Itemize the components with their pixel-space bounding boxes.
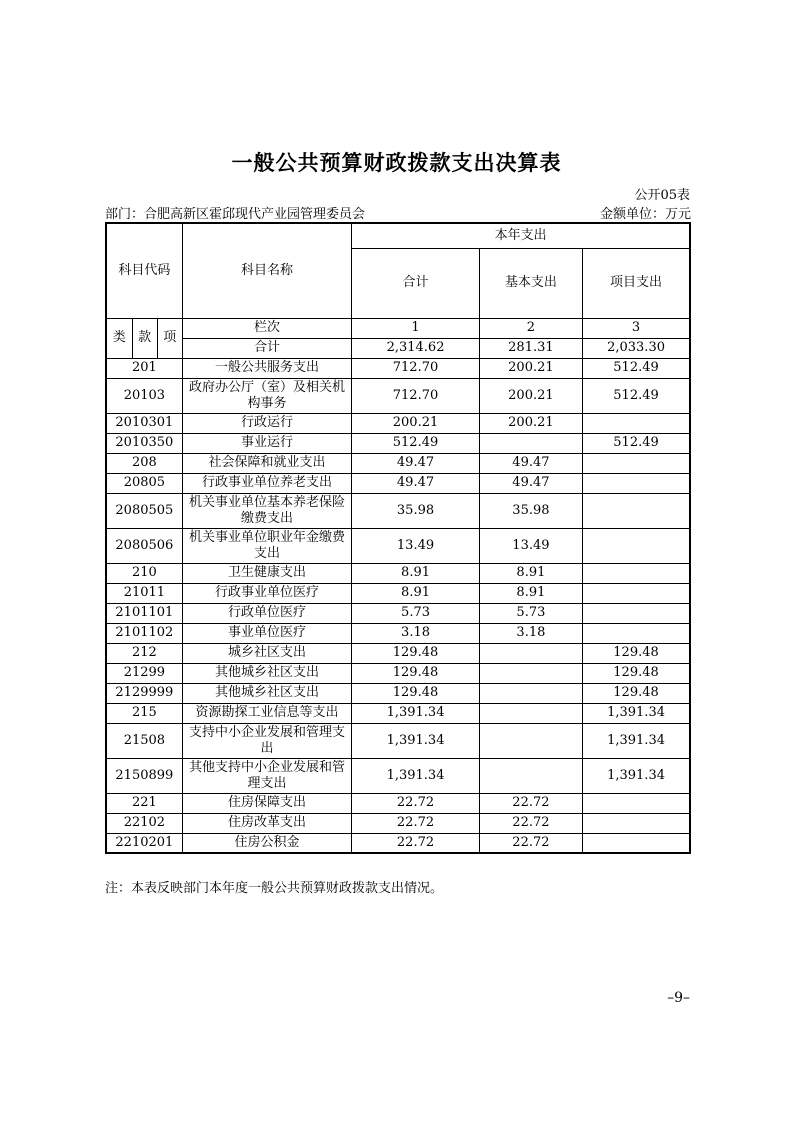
table-row (106, 643, 690, 663)
cell-basic-expenditure: 49.47 (479, 473, 582, 493)
cell-total: 5.73 (352, 603, 479, 623)
grand-total-basic: 281.31 (479, 338, 582, 358)
cell-project-expenditure: 1,391.34 (583, 723, 690, 758)
cell-total: 129.48 (352, 663, 479, 683)
cell-subject-name: 支持中小企业发展和管理支出 (182, 723, 352, 758)
cell-basic-expenditure: 13.49 (479, 528, 582, 563)
cell-total: 3.18 (352, 623, 479, 643)
cell-total: 49.47 (352, 453, 479, 473)
cell-project-expenditure (583, 623, 690, 643)
cell-basic-expenditure: 8.91 (479, 563, 582, 583)
cell-subject-name: 一般公共服务支出 (182, 358, 352, 378)
cell-total: 712.70 (352, 358, 479, 378)
cell-total: 8.91 (352, 583, 479, 603)
table-row (106, 493, 690, 528)
budget-table (105, 222, 691, 854)
department-label: 部门：合肥高新区霍邱现代产业园管理委员会 (105, 207, 366, 222)
cell-basic-expenditure: 3.18 (479, 623, 582, 643)
cell-subject-code: 20103 (106, 378, 182, 413)
header-basic-expenditure: 基本支出 (479, 248, 582, 318)
table-row (106, 793, 690, 813)
page-title: 一般公共预算财政拨款支出决算表 (231, 151, 562, 175)
cell-basic-expenditure (479, 683, 582, 703)
table-row (106, 723, 690, 758)
cell-basic-expenditure: 22.72 (479, 813, 582, 833)
cell-total: 200.21 (352, 413, 479, 433)
cell-project-expenditure: 1,391.34 (583, 703, 690, 723)
cell-basic-expenditure: 200.21 (479, 358, 582, 378)
header-row-1 (106, 223, 690, 248)
cell-basic-expenditure (479, 663, 582, 683)
cell-project-expenditure: 512.49 (583, 378, 690, 413)
grand-total-label: 合计 (182, 338, 352, 358)
cell-total: 129.48 (352, 643, 479, 663)
cell-total: 22.72 (352, 833, 479, 853)
cell-subject-name: 机关事业单位基本养老保险缴费支出 (182, 493, 352, 528)
table-row (106, 663, 690, 683)
cell-project-expenditure (583, 413, 690, 433)
table-row (106, 683, 690, 703)
cell-subject-name: 卫生健康支出 (182, 563, 352, 583)
cell-subject-name: 社会保障和就业支出 (182, 453, 352, 473)
cell-subject-name: 住房公积金 (182, 833, 352, 853)
column-index-2: 2 (479, 318, 582, 338)
cell-total: 1,391.34 (352, 758, 479, 793)
cell-subject-code: 22102 (106, 813, 182, 833)
header-total: 合计 (352, 248, 479, 318)
header-code-class: 类 (106, 318, 132, 358)
cell-project-expenditure (583, 603, 690, 623)
cell-total: 35.98 (352, 493, 479, 528)
table-note: 注：本表反映部门本年度一般公共预算财政拨款支出情况。 (105, 881, 444, 896)
cell-subject-code: 2129999 (106, 683, 182, 703)
cell-subject-name: 住房改革支出 (182, 813, 352, 833)
cell-basic-expenditure: 8.91 (479, 583, 582, 603)
table-row (106, 358, 690, 378)
grand-total-row (106, 338, 690, 358)
cell-subject-code: 20805 (106, 473, 182, 493)
cell-project-expenditure (583, 833, 690, 853)
cell-total: 129.48 (352, 683, 479, 703)
header-subject-name: 科目名称 (182, 223, 352, 318)
cell-total: 49.47 (352, 473, 479, 493)
cell-project-expenditure: 129.48 (583, 663, 690, 683)
header-code-item: 项 (157, 318, 182, 358)
cell-project-expenditure (583, 493, 690, 528)
meta-row (105, 203, 691, 222)
cell-basic-expenditure: 35.98 (479, 493, 582, 528)
cell-subject-name: 其他城乡社区支出 (182, 683, 352, 703)
column-index-label: 栏次 (182, 318, 352, 338)
unit-label: 金额单位：万元 (599, 207, 691, 222)
cell-basic-expenditure (479, 703, 582, 723)
cell-subject-code: 210 (106, 563, 182, 583)
header-row-3 (106, 318, 690, 338)
cell-project-expenditure: 129.48 (583, 683, 690, 703)
cell-subject-code: 2210201 (106, 833, 182, 853)
cell-subject-name: 住房保障支出 (182, 793, 352, 813)
cell-basic-expenditure (479, 723, 582, 758)
cell-subject-code: 221 (106, 793, 182, 813)
page-number: –9– (667, 990, 690, 1006)
cell-project-expenditure (583, 473, 690, 493)
table-row (106, 583, 690, 603)
cell-subject-name: 资源勘探工业信息等支出 (182, 703, 352, 723)
cell-subject-code: 2101101 (106, 603, 182, 623)
cell-total: 1,391.34 (352, 703, 479, 723)
cell-subject-code: 2080506 (106, 528, 182, 563)
cell-project-expenditure (583, 583, 690, 603)
cell-subject-name: 其他城乡社区支出 (182, 663, 352, 683)
table-row (106, 623, 690, 643)
cell-subject-code: 21299 (106, 663, 182, 683)
cell-basic-expenditure: 22.72 (479, 833, 582, 853)
cell-subject-code: 2010301 (106, 413, 182, 433)
cell-subject-code: 208 (106, 453, 182, 473)
cell-total: 8.91 (352, 563, 479, 583)
table-row (106, 813, 690, 833)
cell-total: 22.72 (352, 793, 479, 813)
cell-subject-code: 2080505 (106, 493, 182, 528)
cell-basic-expenditure: 200.21 (479, 378, 582, 413)
table-body (106, 358, 690, 853)
grand-total-project: 2,033.30 (583, 338, 690, 358)
cell-subject-name: 行政事业单位医疗 (182, 583, 352, 603)
cell-subject-code: 212 (106, 643, 182, 663)
cell-subject-code: 21011 (106, 583, 182, 603)
table-row (106, 433, 690, 453)
cell-total: 512.49 (352, 433, 479, 453)
cell-project-expenditure (583, 453, 690, 473)
cell-total: 1,391.34 (352, 723, 479, 758)
cell-subject-code: 2101102 (106, 623, 182, 643)
cell-basic-expenditure (479, 758, 582, 793)
cell-subject-code: 215 (106, 703, 182, 723)
cell-subject-code: 2010350 (106, 433, 182, 453)
cell-basic-expenditure: 200.21 (479, 413, 582, 433)
cell-basic-expenditure (479, 643, 582, 663)
header-code-section: 款 (132, 318, 157, 358)
table-row (106, 378, 690, 413)
header-subject-code: 科目代码 (106, 223, 182, 318)
cell-basic-expenditure (479, 433, 582, 453)
cell-subject-name: 机关事业单位职业年金缴费支出 (182, 528, 352, 563)
grand-total-total: 2,314.62 (352, 338, 479, 358)
table-code-label: 公开05表 (634, 188, 690, 203)
table-row (106, 528, 690, 563)
cell-subject-name: 事业运行 (182, 433, 352, 453)
cell-total: 22.72 (352, 813, 479, 833)
header-year-expenditure: 本年支出 (352, 223, 690, 248)
table-row (106, 703, 690, 723)
cell-project-expenditure (583, 813, 690, 833)
cell-total: 712.70 (352, 378, 479, 413)
cell-subject-name: 事业单位医疗 (182, 623, 352, 643)
cell-subject-name: 其他支持中小企业发展和管理支出 (182, 758, 352, 793)
cell-subject-code: 201 (106, 358, 182, 378)
cell-subject-name: 行政单位医疗 (182, 603, 352, 623)
table-row (106, 833, 690, 853)
cell-project-expenditure: 512.49 (583, 433, 690, 453)
table-row (106, 413, 690, 433)
column-index-3: 3 (583, 318, 690, 338)
cell-project-expenditure (583, 793, 690, 813)
table-row (106, 453, 690, 473)
cell-project-expenditure: 129.48 (583, 643, 690, 663)
table-row (106, 603, 690, 623)
header-project-expenditure: 项目支出 (583, 248, 690, 318)
table-row (106, 563, 690, 583)
cell-project-expenditure: 512.49 (583, 358, 690, 378)
cell-subject-name: 行政运行 (182, 413, 352, 433)
column-index-1: 1 (352, 318, 479, 338)
table-row (106, 758, 690, 793)
cell-basic-expenditure: 49.47 (479, 453, 582, 473)
cell-total: 13.49 (352, 528, 479, 563)
cell-subject-name: 城乡社区支出 (182, 643, 352, 663)
cell-subject-name: 行政事业单位养老支出 (182, 473, 352, 493)
cell-project-expenditure (583, 528, 690, 563)
cell-subject-code: 2150899 (106, 758, 182, 793)
cell-project-expenditure: 1,391.34 (583, 758, 690, 793)
cell-basic-expenditure: 22.72 (479, 793, 582, 813)
cell-basic-expenditure: 5.73 (479, 603, 582, 623)
cell-subject-name: 政府办公厅（室）及相关机构事务 (182, 378, 352, 413)
cell-subject-code: 21508 (106, 723, 182, 758)
table-row (106, 473, 690, 493)
cell-project-expenditure (583, 563, 690, 583)
